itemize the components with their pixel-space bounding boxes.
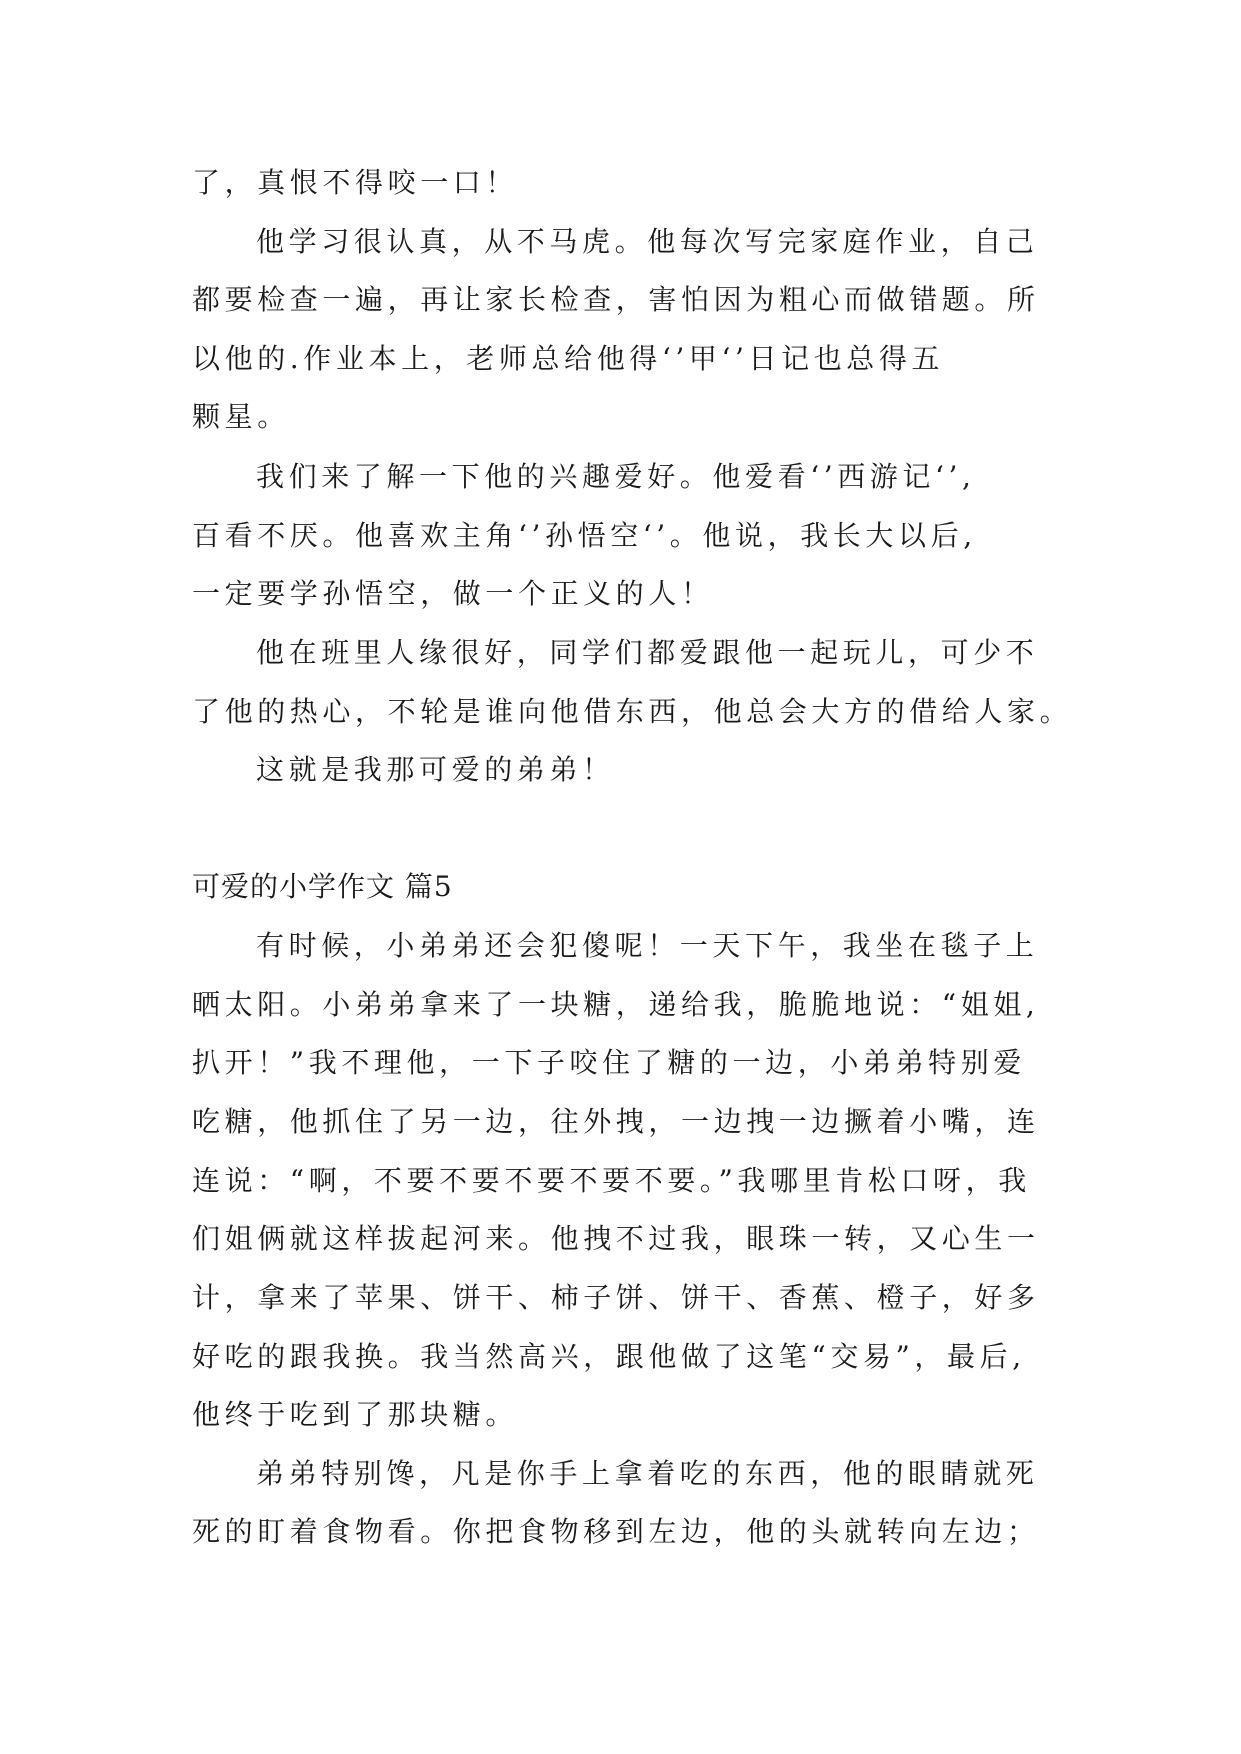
text-line: 百看不厌。他喜欢主角‘’孙悟空‘’。他说，我长大以后, <box>192 519 977 552</box>
paragraph-start: 我们来了解一下他的兴趣爱好。他爱看‘’西游记‘’, <box>256 460 976 493</box>
text-line: 连说：“啊，不要不要不要不要不要。”我哪里肯松口呀，我 <box>192 1164 1031 1197</box>
text-line: 扒开！”我不理他，一下子咬住了糖的一边，小弟弟特别爱 <box>192 1046 1026 1079</box>
text-line: 都要检查一遍，再让家长检查，害怕因为粗心而做错题。所 <box>192 283 1040 316</box>
text-line: 以他的.作业本上，老师总给他得‘’甲‘’日记也总得五 <box>192 342 945 375</box>
text-line: 了，真恨不得咬一口！ <box>192 166 519 199</box>
text-line: 们姐俩就这样拔起河来。他拽不过我，眼珠一转，又心生一 <box>192 1222 1040 1255</box>
text-line: 颗星。 <box>192 400 290 433</box>
text-line: 了他的热心，不轮是谁向他借东西，他总会大方的借给人家。 <box>192 695 1073 728</box>
text-line: 他终于吃到了那块糖。 <box>192 1398 519 1431</box>
text-line: 计，拿来了苹果、饼干、柿子饼、饼干、香蕉、橙子，好多 <box>192 1281 1040 1314</box>
text-line: 吃糖，他抓住了另一边，往外拽，一边拽一边撅着小嘴，连 <box>192 1105 1040 1138</box>
section-heading: 可爱的小学作文 篇5 <box>192 870 453 903</box>
paragraph-start: 他学习很认真，从不马虎。他每次写完家庭作业，自己 <box>256 225 1039 258</box>
paragraph-start: 他在班里人缘很好，同学们都爱跟他一起玩儿，可少不 <box>256 636 1039 669</box>
paragraph-start: 这就是我那可爱的弟弟！ <box>256 753 615 786</box>
text-line: 一定要学孙悟空，做一个正义的人！ <box>192 577 714 610</box>
text-line: 好吃的跟我换。我当然高兴，跟他做了这笔“交易”，最后, <box>192 1340 1026 1373</box>
paragraph-start: 弟弟特别馋，凡是你手上拿着吃的东西，他的眼睛就死 <box>256 1457 1039 1490</box>
text-line: 死的盯着食物看。你把食物移到左边，他的头就转向左边； <box>192 1515 1040 1548</box>
paragraph-start: 有时候，小弟弟还会犯傻呢！一天下午，我坐在毯子上 <box>256 929 1039 962</box>
text-line: 晒太阳。小弟弟拿来了一块糖，递给我，脆脆地说：“姐姐, <box>192 988 1040 1021</box>
